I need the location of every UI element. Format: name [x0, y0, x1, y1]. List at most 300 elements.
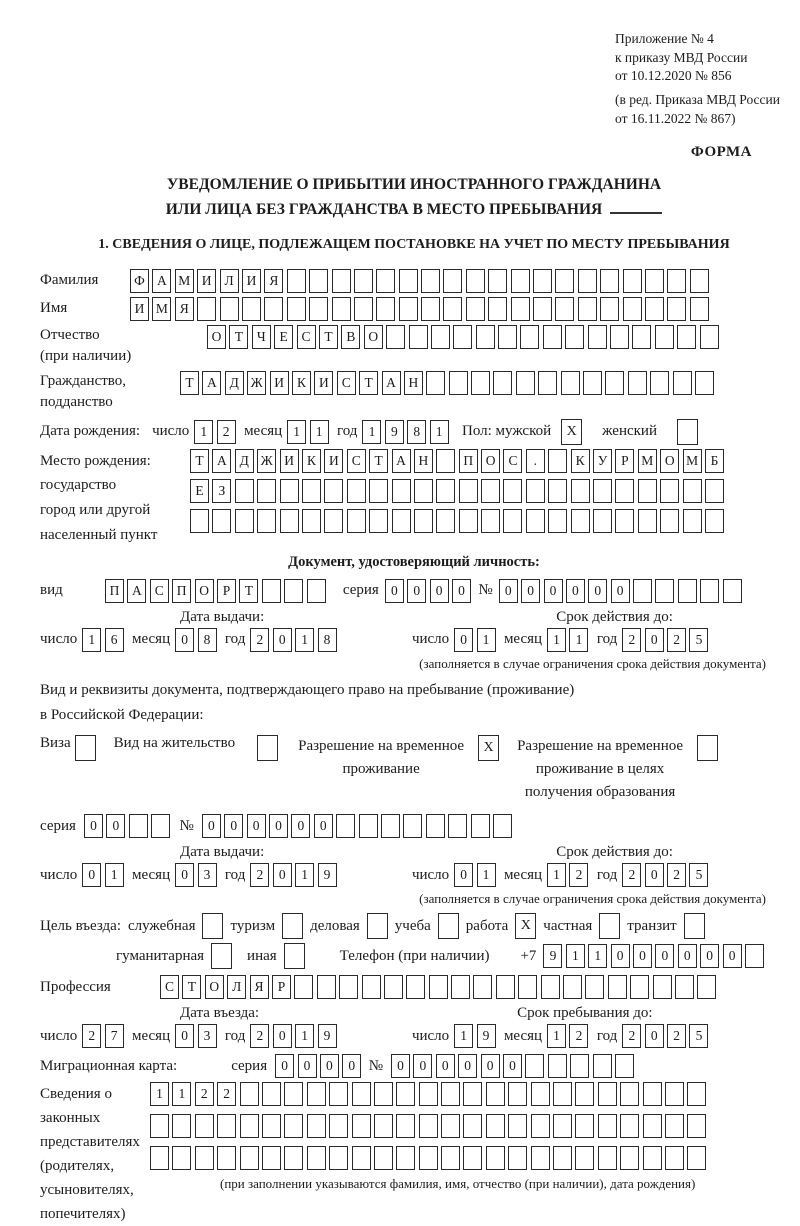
form-cell[interactable]: И — [242, 269, 261, 293]
form-cell[interactable]: П — [105, 579, 124, 603]
form-cell[interactable] — [369, 509, 388, 533]
form-cell[interactable]: 0 — [655, 944, 674, 968]
form-cell[interactable] — [508, 1114, 527, 1138]
form-cell[interactable] — [628, 371, 647, 395]
form-cell[interactable]: Д — [235, 449, 254, 473]
form-cell[interactable] — [570, 1054, 589, 1078]
form-cell[interactable] — [396, 1114, 415, 1138]
form-cell[interactable] — [436, 479, 455, 503]
form-cell[interactable] — [486, 1114, 505, 1138]
form-cell[interactable]: 0 — [503, 1054, 522, 1078]
form-cell[interactable] — [633, 579, 652, 603]
form-cell[interactable] — [690, 269, 709, 293]
form-cell[interactable]: Р — [217, 579, 236, 603]
form-cell[interactable] — [324, 479, 343, 503]
form-cell[interactable]: Ж — [257, 449, 276, 473]
form-cell[interactable] — [257, 509, 276, 533]
form-cell[interactable] — [463, 1082, 482, 1106]
form-cell[interactable]: М — [175, 269, 194, 293]
form-cell[interactable] — [217, 1114, 236, 1138]
form-cell[interactable] — [448, 814, 467, 838]
form-cell[interactable] — [284, 1114, 303, 1138]
form-cell[interactable] — [588, 325, 607, 349]
form-cell[interactable] — [553, 1082, 572, 1106]
form-cell[interactable] — [667, 297, 686, 321]
form-cell[interactable]: 0 — [175, 1024, 194, 1048]
form-cell[interactable] — [414, 479, 433, 503]
form-cell[interactable] — [459, 509, 478, 533]
form-cell[interactable]: Ж — [247, 371, 266, 395]
form-cell[interactable] — [555, 297, 574, 321]
form-cell[interactable]: 2 — [622, 863, 641, 887]
form-cell[interactable] — [553, 1146, 572, 1170]
form-cell[interactable]: 1 — [310, 420, 329, 444]
form-cell[interactable] — [605, 371, 624, 395]
form-cell[interactable] — [235, 509, 254, 533]
form-cell[interactable] — [240, 1114, 259, 1138]
form-cell[interactable] — [284, 1082, 303, 1106]
form-cell[interactable] — [354, 297, 373, 321]
form-cell[interactable]: 5 — [689, 628, 708, 652]
form-cell[interactable]: Б — [705, 449, 724, 473]
form-cell[interactable]: 2 — [569, 863, 588, 887]
form-cell[interactable]: О — [660, 449, 679, 473]
form-cell[interactable] — [498, 325, 517, 349]
form-cell[interactable] — [419, 1114, 438, 1138]
form-cell[interactable] — [172, 1114, 191, 1138]
form-cell[interactable] — [332, 269, 351, 293]
form-cell[interactable]: 1 — [477, 628, 496, 652]
form-cell[interactable]: 0 — [175, 628, 194, 652]
form-cell[interactable] — [508, 1146, 527, 1170]
form-cell[interactable] — [262, 1082, 281, 1106]
form-cell[interactable] — [212, 509, 231, 533]
form-cell[interactable] — [638, 479, 657, 503]
purpose-business-checkbox[interactable] — [367, 913, 388, 939]
form-cell[interactable]: 0 — [175, 863, 194, 887]
form-cell[interactable] — [151, 814, 170, 838]
form-cell[interactable]: 6 — [105, 628, 124, 652]
form-cell[interactable]: А — [382, 371, 401, 395]
form-cell[interactable] — [476, 325, 495, 349]
form-cell[interactable]: 1 — [172, 1082, 191, 1106]
form-cell[interactable] — [598, 1146, 617, 1170]
form-cell[interactable] — [578, 297, 597, 321]
form-cell[interactable] — [235, 479, 254, 503]
form-cell[interactable] — [563, 975, 582, 999]
form-cell[interactable] — [526, 509, 545, 533]
form-cell[interactable] — [449, 371, 468, 395]
form-cell[interactable]: К — [571, 449, 590, 473]
form-cell[interactable]: 1 — [588, 944, 607, 968]
form-cell[interactable] — [575, 1146, 594, 1170]
form-cell[interactable]: Д — [225, 371, 244, 395]
form-cell[interactable] — [294, 975, 313, 999]
form-cell[interactable]: Р — [615, 449, 634, 473]
form-cell[interactable] — [623, 297, 642, 321]
form-cell[interactable] — [284, 579, 303, 603]
form-cell[interactable]: 0 — [106, 814, 125, 838]
form-cell[interactable]: 8 — [198, 628, 217, 652]
form-cell[interactable] — [548, 449, 567, 473]
form-cell[interactable] — [347, 509, 366, 533]
form-cell[interactable]: И — [197, 269, 216, 293]
form-cell[interactable] — [697, 975, 716, 999]
form-cell[interactable] — [436, 509, 455, 533]
form-cell[interactable] — [653, 975, 672, 999]
form-cell[interactable]: 0 — [391, 1054, 410, 1078]
form-cell[interactable] — [262, 1146, 281, 1170]
form-cell[interactable]: Р — [272, 975, 291, 999]
form-cell[interactable]: Я — [175, 297, 194, 321]
form-cell[interactable] — [632, 325, 651, 349]
form-cell[interactable] — [723, 579, 742, 603]
form-cell[interactable] — [687, 1146, 706, 1170]
form-cell[interactable]: 1 — [547, 628, 566, 652]
form-cell[interactable]: Л — [227, 975, 246, 999]
form-cell[interactable] — [525, 1054, 544, 1078]
form-cell[interactable]: 0 — [320, 1054, 339, 1078]
form-cell[interactable]: 3 — [198, 1024, 217, 1048]
form-cell[interactable] — [369, 479, 388, 503]
form-cell[interactable] — [463, 1114, 482, 1138]
form-cell[interactable] — [302, 479, 321, 503]
form-cell[interactable] — [463, 1146, 482, 1170]
form-cell[interactable]: 0 — [611, 579, 630, 603]
form-cell[interactable] — [336, 814, 355, 838]
form-cell[interactable]: В — [341, 325, 360, 349]
form-cell[interactable]: 1 — [105, 863, 124, 887]
form-cell[interactable] — [526, 479, 545, 503]
form-cell[interactable] — [374, 1082, 393, 1106]
form-cell[interactable]: О — [481, 449, 500, 473]
form-cell[interactable]: 0 — [645, 1024, 664, 1048]
form-cell[interactable]: Т — [239, 579, 258, 603]
form-cell[interactable] — [677, 325, 696, 349]
form-cell[interactable]: 1 — [477, 863, 496, 887]
form-cell[interactable]: 0 — [700, 944, 719, 968]
form-cell[interactable] — [392, 509, 411, 533]
form-cell[interactable]: М — [638, 449, 657, 473]
form-cell[interactable]: 1 — [150, 1082, 169, 1106]
form-cell[interactable] — [414, 509, 433, 533]
sex-male-checkbox[interactable]: X — [561, 419, 582, 445]
form-cell[interactable]: Т — [369, 449, 388, 473]
form-cell[interactable]: Ф — [130, 269, 149, 293]
form-cell[interactable]: 2 — [217, 420, 236, 444]
form-cell[interactable] — [620, 1082, 639, 1106]
form-cell[interactable]: 0 — [84, 814, 103, 838]
form-cell[interactable] — [665, 1114, 684, 1138]
form-cell[interactable]: 0 — [82, 863, 101, 887]
form-cell[interactable] — [220, 297, 239, 321]
form-cell[interactable]: У — [593, 449, 612, 473]
form-cell[interactable] — [678, 579, 697, 603]
form-cell[interactable] — [195, 1114, 214, 1138]
form-cell[interactable] — [700, 579, 719, 603]
form-cell[interactable] — [302, 509, 321, 533]
form-cell[interactable]: 0 — [407, 579, 426, 603]
form-cell[interactable]: М — [683, 449, 702, 473]
form-cell[interactable] — [307, 1146, 326, 1170]
form-cell[interactable]: 0 — [723, 944, 742, 968]
form-cell[interactable]: 1 — [454, 1024, 473, 1048]
form-cell[interactable] — [339, 975, 358, 999]
form-cell[interactable] — [129, 814, 148, 838]
form-cell[interactable] — [262, 1114, 281, 1138]
form-cell[interactable]: К — [292, 371, 311, 395]
form-cell[interactable]: 0 — [458, 1054, 477, 1078]
form-cell[interactable]: С — [337, 371, 356, 395]
form-cell[interactable] — [615, 509, 634, 533]
form-cell[interactable]: 0 — [454, 628, 473, 652]
form-cell[interactable] — [565, 325, 584, 349]
form-cell[interactable] — [660, 509, 679, 533]
form-cell[interactable]: 9 — [318, 1024, 337, 1048]
form-cell[interactable]: 0 — [645, 863, 664, 887]
form-cell[interactable] — [441, 1146, 460, 1170]
form-cell[interactable]: А — [202, 371, 221, 395]
form-cell[interactable]: 9 — [385, 420, 404, 444]
form-cell[interactable] — [453, 325, 472, 349]
form-cell[interactable] — [655, 579, 674, 603]
purpose-official-checkbox[interactable] — [202, 913, 223, 939]
form-cell[interactable] — [511, 269, 530, 293]
form-cell[interactable] — [675, 975, 694, 999]
form-cell[interactable]: И — [270, 371, 289, 395]
form-cell[interactable]: Е — [274, 325, 293, 349]
form-cell[interactable] — [421, 297, 440, 321]
form-cell[interactable] — [593, 1054, 612, 1078]
form-cell[interactable]: С — [150, 579, 169, 603]
form-cell[interactable]: 2 — [667, 1024, 686, 1048]
form-cell[interactable]: 0 — [273, 1024, 292, 1048]
form-cell[interactable] — [359, 814, 378, 838]
form-cell[interactable] — [548, 509, 567, 533]
form-cell[interactable] — [655, 325, 674, 349]
form-cell[interactable]: С — [160, 975, 179, 999]
form-cell[interactable] — [426, 814, 445, 838]
form-cell[interactable]: 0 — [481, 1054, 500, 1078]
form-cell[interactable] — [197, 297, 216, 321]
form-cell[interactable] — [555, 269, 574, 293]
form-cell[interactable] — [354, 269, 373, 293]
form-cell[interactable] — [264, 297, 283, 321]
form-cell[interactable] — [396, 1146, 415, 1170]
form-cell[interactable] — [399, 269, 418, 293]
form-cell[interactable]: И — [324, 449, 343, 473]
purpose-humanitarian-checkbox[interactable] — [211, 943, 232, 969]
form-cell[interactable] — [700, 325, 719, 349]
form-cell[interactable] — [518, 975, 537, 999]
form-cell[interactable] — [329, 1146, 348, 1170]
form-cell[interactable] — [384, 975, 403, 999]
form-cell[interactable] — [431, 325, 450, 349]
form-cell[interactable] — [683, 509, 702, 533]
form-cell[interactable] — [496, 975, 515, 999]
form-cell[interactable]: 1 — [194, 420, 213, 444]
form-cell[interactable]: 2 — [622, 1024, 641, 1048]
purpose-study-checkbox[interactable] — [438, 913, 459, 939]
form-cell[interactable] — [578, 269, 597, 293]
form-cell[interactable] — [660, 479, 679, 503]
form-cell[interactable]: О — [205, 975, 224, 999]
form-cell[interactable]: 1 — [569, 628, 588, 652]
residence-permit-checkbox[interactable] — [257, 735, 278, 761]
form-cell[interactable] — [493, 371, 512, 395]
form-cell[interactable]: 1 — [295, 1024, 314, 1048]
form-cell[interactable] — [593, 479, 612, 503]
form-cell[interactable] — [240, 1146, 259, 1170]
form-cell[interactable]: 2 — [82, 1024, 101, 1048]
form-cell[interactable] — [451, 975, 470, 999]
form-cell[interactable] — [466, 297, 485, 321]
form-cell[interactable]: А — [127, 579, 146, 603]
form-cell[interactable]: О — [207, 325, 226, 349]
form-cell[interactable]: . — [526, 449, 545, 473]
form-cell[interactable] — [575, 1082, 594, 1106]
form-cell[interactable]: 0 — [430, 579, 449, 603]
form-cell[interactable]: И — [130, 297, 149, 321]
form-cell[interactable]: 0 — [544, 579, 563, 603]
form-cell[interactable]: С — [347, 449, 366, 473]
form-cell[interactable] — [690, 297, 709, 321]
form-cell[interactable]: 2 — [250, 863, 269, 887]
form-cell[interactable] — [374, 1146, 393, 1170]
form-cell[interactable] — [486, 1082, 505, 1106]
form-cell[interactable] — [548, 479, 567, 503]
form-cell[interactable] — [543, 325, 562, 349]
form-cell[interactable]: С — [503, 449, 522, 473]
form-cell[interactable]: 2 — [667, 863, 686, 887]
form-cell[interactable]: К — [302, 449, 321, 473]
form-cell[interactable] — [687, 1082, 706, 1106]
form-cell[interactable] — [309, 269, 328, 293]
form-cell[interactable]: О — [364, 325, 383, 349]
purpose-transit-checkbox[interactable] — [684, 913, 705, 939]
form-cell[interactable]: Л — [220, 269, 239, 293]
form-cell[interactable]: Т — [180, 371, 199, 395]
form-cell[interactable]: 5 — [689, 1024, 708, 1048]
form-cell[interactable]: 2 — [667, 628, 686, 652]
form-cell[interactable] — [531, 1082, 550, 1106]
form-cell[interactable] — [473, 975, 492, 999]
form-cell[interactable] — [585, 975, 604, 999]
form-cell[interactable] — [392, 479, 411, 503]
form-cell[interactable] — [376, 297, 395, 321]
form-cell[interactable] — [426, 371, 445, 395]
form-cell[interactable]: А — [212, 449, 231, 473]
form-cell[interactable]: 1 — [82, 628, 101, 652]
form-cell[interactable]: 1 — [362, 420, 381, 444]
form-cell[interactable] — [615, 1054, 634, 1078]
form-cell[interactable] — [583, 371, 602, 395]
form-cell[interactable]: 9 — [477, 1024, 496, 1048]
form-cell[interactable] — [362, 975, 381, 999]
form-cell[interactable] — [409, 325, 428, 349]
form-cell[interactable] — [240, 1082, 259, 1106]
form-cell[interactable] — [673, 371, 692, 395]
form-cell[interactable] — [533, 297, 552, 321]
form-cell[interactable]: М — [152, 297, 171, 321]
form-cell[interactable]: 1 — [547, 1024, 566, 1048]
form-cell[interactable] — [531, 1114, 550, 1138]
form-cell[interactable]: 2 — [217, 1082, 236, 1106]
form-cell[interactable]: П — [172, 579, 191, 603]
form-cell[interactable]: 0 — [413, 1054, 432, 1078]
form-cell[interactable] — [150, 1114, 169, 1138]
form-cell[interactable] — [287, 269, 306, 293]
form-cell[interactable] — [172, 1146, 191, 1170]
form-cell[interactable] — [561, 371, 580, 395]
form-cell[interactable] — [309, 297, 328, 321]
form-cell[interactable] — [600, 297, 619, 321]
purpose-other-checkbox[interactable] — [284, 943, 305, 969]
visa-checkbox[interactable] — [75, 735, 96, 761]
form-cell[interactable] — [307, 579, 326, 603]
form-cell[interactable]: 0 — [588, 579, 607, 603]
form-cell[interactable] — [374, 1114, 393, 1138]
form-cell[interactable] — [436, 449, 455, 473]
form-cell[interactable]: П — [459, 449, 478, 473]
form-cell[interactable]: 2 — [569, 1024, 588, 1048]
form-cell[interactable] — [598, 1114, 617, 1138]
form-cell[interactable]: 0 — [611, 944, 630, 968]
form-cell[interactable]: 0 — [224, 814, 243, 838]
form-cell[interactable]: 1 — [287, 420, 306, 444]
purpose-private-checkbox[interactable] — [599, 913, 620, 939]
form-cell[interactable] — [598, 1082, 617, 1106]
form-cell[interactable] — [650, 371, 669, 395]
form-cell[interactable] — [745, 944, 764, 968]
form-cell[interactable]: 8 — [407, 420, 426, 444]
form-cell[interactable] — [150, 1146, 169, 1170]
form-cell[interactable]: 2 — [195, 1082, 214, 1106]
form-cell[interactable] — [441, 1114, 460, 1138]
form-cell[interactable] — [195, 1146, 214, 1170]
form-cell[interactable]: 2 — [622, 628, 641, 652]
form-cell[interactable]: 2 — [250, 628, 269, 652]
form-cell[interactable]: 3 — [198, 863, 217, 887]
form-cell[interactable] — [307, 1114, 326, 1138]
form-cell[interactable] — [329, 1114, 348, 1138]
form-cell[interactable] — [421, 269, 440, 293]
form-cell[interactable]: 0 — [678, 944, 697, 968]
form-cell[interactable] — [610, 325, 629, 349]
form-cell[interactable] — [419, 1146, 438, 1170]
form-cell[interactable]: 0 — [645, 628, 664, 652]
form-cell[interactable]: 0 — [202, 814, 221, 838]
form-cell[interactable]: Н — [414, 449, 433, 473]
form-cell[interactable] — [486, 1146, 505, 1170]
form-cell[interactable]: 9 — [318, 863, 337, 887]
form-cell[interactable] — [332, 297, 351, 321]
form-cell[interactable] — [608, 975, 627, 999]
form-cell[interactable] — [695, 371, 714, 395]
form-cell[interactable] — [620, 1146, 639, 1170]
form-cell[interactable] — [667, 269, 686, 293]
form-cell[interactable] — [329, 1082, 348, 1106]
form-cell[interactable]: 0 — [633, 944, 652, 968]
form-cell[interactable] — [630, 975, 649, 999]
form-cell[interactable]: 1 — [430, 420, 449, 444]
form-cell[interactable]: 0 — [385, 579, 404, 603]
form-cell[interactable]: 0 — [273, 628, 292, 652]
form-cell[interactable] — [538, 371, 557, 395]
form-cell[interactable] — [262, 579, 281, 603]
form-cell[interactable]: 0 — [436, 1054, 455, 1078]
form-cell[interactable] — [317, 975, 336, 999]
